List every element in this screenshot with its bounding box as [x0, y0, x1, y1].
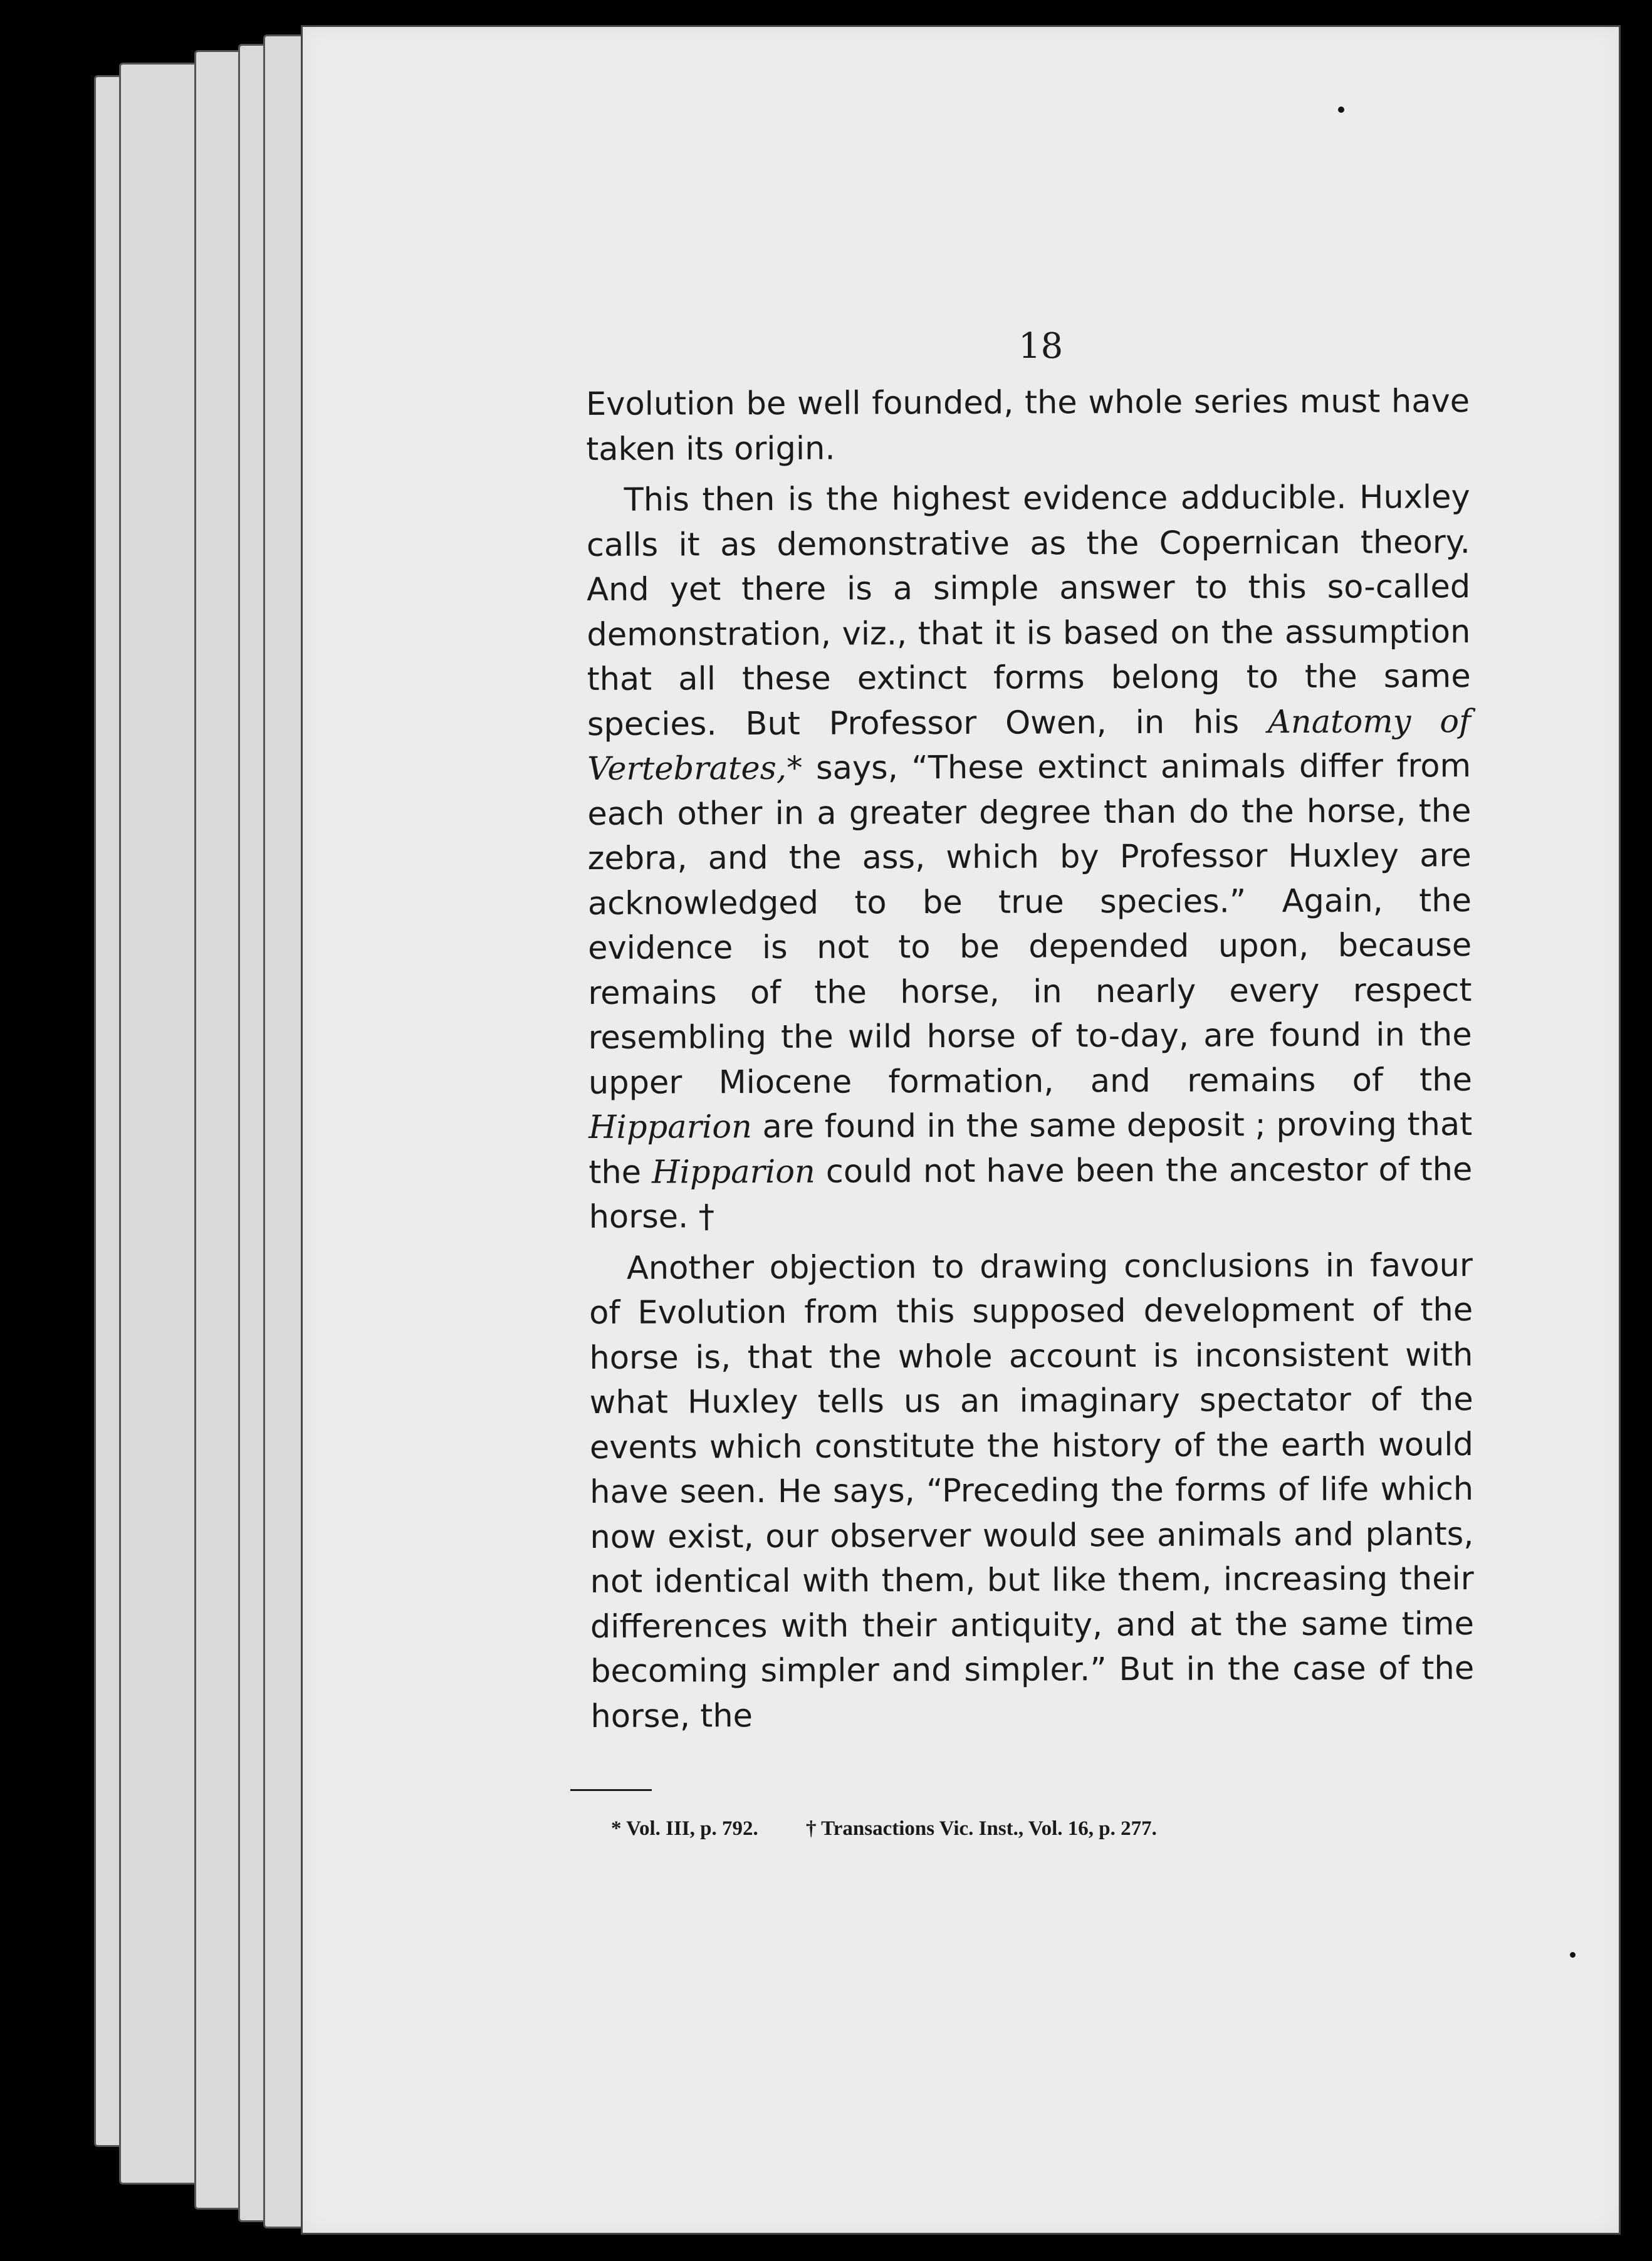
footnotes — [611, 1817, 1426, 1841]
text-run: * says, “These extinct animals differ from each other in a greater degree than do the horse, the zebra, and the ass, which by Professor Huxley are acknowledged to be true species.” Again, the evidence is not to be depended upon, because remains of the horse, in nearly every respect resembling the wild horse of to-day, are found in the upper Miocene formation, and remains of the — [587, 748, 1472, 1102]
scan-speck — [1570, 1952, 1576, 1958]
scan-speck — [1338, 107, 1344, 113]
text-run: Another objection to drawing conclusions in favour of Evolution from this supposed development of the horse is, that the whole account is inconsistent with what Huxley tells us an imaginary spectator of the events which constitute the history of the earth would have seen. He says, “Preceding the forms of life which now exist, our observer would see animals and plants, not identical with them, but like them, increasing their differences with their antiquity, and at the same time becoming simpler and simpler.” But in the case of the horse, the — [589, 1246, 1475, 1735]
footnote-1: * Vol. III, p. 792. — [611, 1817, 758, 1840]
paragraph — [586, 379, 1470, 472]
footnote-rule — [570, 1789, 652, 1791]
text-run: could not have been the ancestor of the horse. † — [588, 1151, 1473, 1236]
italic-text: Anatomy of Vertebrates, — [587, 702, 1472, 788]
text-run: Evolution be well founded, the whole series must have taken its origin. — [586, 383, 1470, 468]
footnote-2: † Transactions Vic. Inst., Vol. 16, p. 277. — [806, 1817, 1157, 1840]
paragraph — [587, 475, 1473, 1240]
italic-text: Hipparion — [652, 1153, 815, 1191]
page-number: 18 — [1018, 326, 1064, 367]
text-run: This then is the highest evidence adducible. Huxley calls it as demonstrative as the Copernican theory. And yet there is a simple answer to this so-called demonstration, viz., that it is based on the assumption that all these extinct forms belong to the same species. But Professor Owen, in his — [586, 479, 1471, 743]
paragraph — [589, 1243, 1475, 1739]
body-text — [586, 379, 1475, 1745]
italic-text: Hipparion — [588, 1109, 752, 1146]
text-run: are found in the same deposit ; proving that the — [588, 1106, 1473, 1191]
